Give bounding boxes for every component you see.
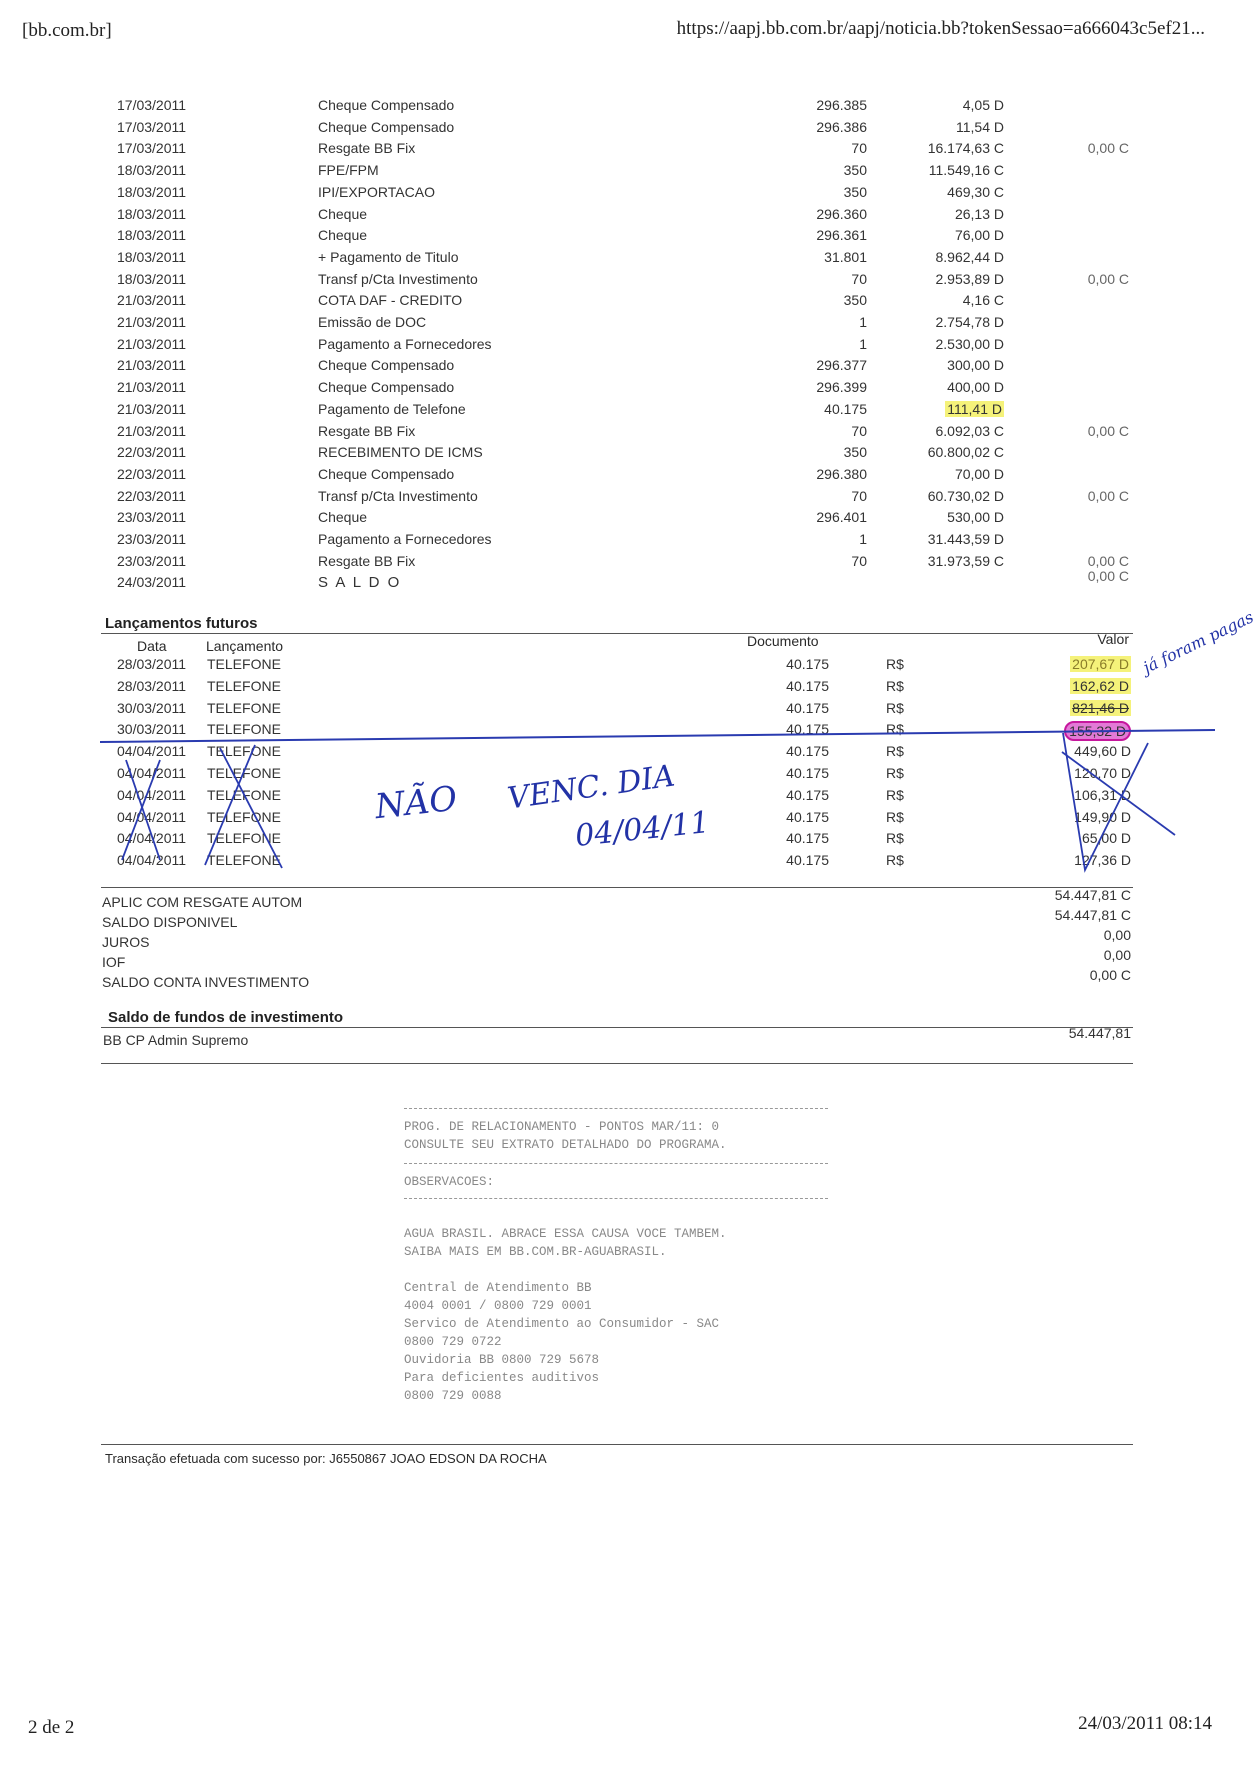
future-desc: TELEFONE bbox=[207, 699, 281, 716]
future-cur: R$ bbox=[886, 677, 904, 694]
transaction-desc: RECEBIMENTO DE ICMS bbox=[318, 444, 483, 461]
future-col-date: Data bbox=[137, 638, 167, 654]
transaction-date: 18/03/2011 bbox=[117, 162, 187, 179]
transaction-doc: 296.377 bbox=[816, 357, 867, 374]
summary-label: APLIC COM RESGATE AUTOM bbox=[102, 894, 303, 910]
future-date: 28/03/2011 bbox=[117, 656, 187, 672]
transaction-doc: 70 bbox=[851, 140, 867, 157]
transaction-desc: Pagamento a Fornecedores bbox=[318, 531, 492, 547]
funds-name: BB CP Admin Supremo bbox=[103, 1032, 249, 1048]
transaction-date: 21/03/2011 bbox=[117, 335, 187, 352]
future-value: 449,60 D bbox=[1074, 743, 1131, 760]
notes-obs: OBSERVACOES: bbox=[404, 1175, 495, 1189]
transaction-balance: 0,00 C bbox=[1087, 568, 1129, 585]
future-value: 65,00 D bbox=[1081, 830, 1131, 847]
transaction-desc: Cheque Compensado bbox=[318, 465, 455, 482]
transaction-value: 31.973,59 C bbox=[927, 552, 1004, 569]
transaction-date: 21/03/2011 bbox=[117, 314, 187, 330]
transaction-value: 8.962,44 D bbox=[935, 248, 1004, 265]
future-desc: TELEFONE bbox=[207, 808, 281, 825]
future-col-desc: Lançamento bbox=[206, 638, 284, 654]
transaction-value: 31.443,59 D bbox=[927, 531, 1004, 547]
transaction-balance: 0,00 C bbox=[1087, 552, 1129, 569]
transaction-doc: 350 bbox=[843, 444, 867, 461]
future-desc: TELEFONE bbox=[207, 743, 281, 760]
summary-label: IOF bbox=[102, 954, 126, 970]
transaction-desc: Transf p/Cta Investimento bbox=[318, 270, 478, 287]
future-value: 127,36 D bbox=[1074, 852, 1131, 869]
transaction-doc: 296.361 bbox=[816, 227, 867, 244]
future-cur: R$ bbox=[886, 699, 904, 716]
future-doc: 40.175 bbox=[786, 677, 829, 694]
future-value: 120,70 D bbox=[1074, 765, 1131, 781]
transaction-doc: 1 bbox=[859, 314, 867, 330]
future-value: 155,32 D bbox=[1064, 721, 1131, 741]
future-doc: 40.175 bbox=[786, 852, 829, 869]
header-site: [bb.com.br] bbox=[22, 20, 112, 41]
transaction-value: 111,41 D bbox=[947, 400, 1002, 417]
transaction-value: 2.530,00 D bbox=[935, 335, 1004, 352]
transaction-doc: 70 bbox=[851, 552, 867, 569]
header-url[interactable]: https://aapj.bb.com.br/aapj/noticia.bb?tokenSessao=a666043c5ef21... bbox=[676, 18, 1205, 39]
transaction-desc: FPE/FPM bbox=[318, 162, 379, 179]
notes-c2: 4004 0001 / 0800 729 0001 bbox=[404, 1299, 592, 1313]
transaction-date: 21/03/2011 bbox=[117, 292, 187, 309]
transaction-doc: 296.399 bbox=[816, 379, 867, 396]
transaction-doc: 1 bbox=[859, 335, 867, 352]
transaction-desc: COTA DAF - CREDITO bbox=[318, 292, 463, 309]
cross-value-1 bbox=[1063, 733, 1148, 870]
transaction-date: 23/03/2011 bbox=[117, 531, 187, 547]
transaction-date: 17/03/2011 bbox=[117, 140, 187, 157]
notes-line1: PROG. DE RELACIONAMENTO - PONTOS MAR/11: 0 bbox=[404, 1120, 720, 1134]
notes-c1: Central de Atendimento BB bbox=[404, 1281, 592, 1295]
transaction-desc: S A L D O bbox=[318, 574, 402, 592]
transaction-doc: 296.360 bbox=[816, 205, 867, 222]
future-cur: R$ bbox=[886, 852, 904, 869]
notes-agua1: AGUA BRASIL. ABRACE ESSA CAUSA VOCE TAMBEM. bbox=[404, 1227, 727, 1241]
future-cur: R$ bbox=[886, 808, 904, 825]
transaction-value: 530,00 D bbox=[947, 509, 1004, 526]
future-date: 04/04/2011 bbox=[117, 808, 187, 825]
transaction-note: Transação efetuada com sucesso por: J6550867 JOAO EDSON DA ROCHA bbox=[105, 1451, 547, 1466]
handwriting-side: já foram pagas bbox=[1140, 607, 1257, 678]
future-date: 30/03/2011 bbox=[117, 721, 187, 738]
future-value: 162,62 D bbox=[1072, 677, 1129, 694]
future-cur: R$ bbox=[886, 656, 904, 672]
future-date: 04/04/2011 bbox=[117, 830, 187, 847]
transaction-desc: Resgate BB Fix bbox=[318, 552, 416, 569]
transaction-date: 17/03/2011 bbox=[117, 97, 187, 113]
transaction-doc: 350 bbox=[843, 162, 867, 179]
transaction-desc: + Pagamento de Titulo bbox=[318, 248, 459, 265]
future-desc: TELEFONE bbox=[207, 765, 281, 781]
transaction-value: 70,00 D bbox=[954, 465, 1004, 482]
transaction-desc: Cheque Compensado bbox=[318, 357, 455, 374]
transaction-value: 76,00 D bbox=[954, 227, 1004, 244]
transaction-date: 17/03/2011 bbox=[117, 118, 187, 135]
transaction-value: 2.953,89 D bbox=[935, 270, 1004, 287]
transaction-doc: 350 bbox=[843, 292, 867, 309]
transaction-value: 4,16 C bbox=[962, 292, 1004, 309]
future-date: 04/04/2011 bbox=[117, 765, 187, 781]
transaction-value: 469,30 C bbox=[947, 183, 1004, 200]
future-doc: 40.175 bbox=[786, 765, 829, 781]
transaction-value: 11.549,16 C bbox=[928, 162, 1004, 179]
transaction-date: 22/03/2011 bbox=[117, 444, 187, 461]
transaction-doc: 296.380 bbox=[816, 465, 867, 482]
funds-value: 54.447,81 bbox=[1068, 1025, 1131, 1041]
future-desc: TELEFONE bbox=[207, 721, 281, 738]
transaction-date: 18/03/2011 bbox=[117, 227, 187, 244]
notes-line2: CONSULTE SEU EXTRATO DETALHADO DO PROGRAMA. bbox=[404, 1138, 727, 1152]
transaction-balance: 0,00 C bbox=[1087, 270, 1129, 287]
summary-label: SALDO CONTA INVESTIMENTO bbox=[102, 974, 310, 990]
future-value: 149,90 D bbox=[1074, 808, 1131, 825]
transaction-doc: 70 bbox=[851, 487, 867, 504]
transaction-desc: Cheque Compensado bbox=[318, 118, 455, 135]
future-title: Lançamentos futuros bbox=[105, 615, 258, 632]
cross-desc-1 bbox=[205, 745, 255, 865]
notes-c4: 0800 729 0722 bbox=[404, 1335, 502, 1349]
handwriting-main-2: VENC. DIA bbox=[505, 758, 677, 817]
strike-line bbox=[100, 730, 1215, 742]
future-doc: 40.175 bbox=[786, 808, 829, 825]
transaction-value: 2.754,78 D bbox=[935, 314, 1004, 330]
transaction-date: 18/03/2011 bbox=[117, 183, 187, 200]
transaction-date: 18/03/2011 bbox=[117, 270, 187, 287]
transaction-desc: Pagamento de Telefone bbox=[318, 400, 466, 417]
transaction-desc: Resgate BB Fix bbox=[318, 422, 416, 439]
future-doc: 40.175 bbox=[786, 743, 829, 760]
transaction-doc: 40.175 bbox=[824, 400, 867, 417]
cross-value-2 bbox=[1062, 752, 1175, 835]
transaction-doc: 70 bbox=[851, 422, 867, 439]
transaction-value: 300,00 D bbox=[947, 357, 1004, 374]
future-doc: 40.175 bbox=[786, 786, 829, 803]
transaction-desc: Emissão de DOC bbox=[318, 314, 427, 330]
future-doc: 40.175 bbox=[786, 656, 829, 672]
transaction-desc: Cheque Compensado bbox=[318, 379, 455, 396]
handwriting-main-3: 04/04/11 bbox=[573, 805, 712, 854]
funds-title: Saldo de fundos de investimento bbox=[108, 1009, 344, 1026]
transaction-doc: 296.386 bbox=[816, 118, 867, 135]
transaction-balance: 0,00 C bbox=[1087, 487, 1129, 504]
summary-value: 0,00 C bbox=[1089, 967, 1131, 983]
notes-c3: Servico de Atendimento ao Consumidor - SAC bbox=[404, 1317, 720, 1331]
future-cur: R$ bbox=[886, 743, 904, 760]
future-desc: TELEFONE bbox=[207, 830, 281, 847]
transaction-balance: 0,00 C bbox=[1087, 140, 1129, 157]
future-cur: R$ bbox=[886, 721, 904, 738]
transaction-doc: 70 bbox=[851, 270, 867, 287]
transaction-value: 6.092,03 C bbox=[935, 422, 1004, 439]
future-value: 106,31 D bbox=[1074, 786, 1131, 803]
future-desc: TELEFONE bbox=[207, 677, 281, 694]
transaction-date: 22/03/2011 bbox=[117, 487, 187, 504]
future-date: 04/04/2011 bbox=[117, 852, 187, 869]
transaction-value: 60.730,02 D bbox=[927, 487, 1004, 504]
summary-label: JUROS bbox=[102, 934, 150, 950]
transaction-desc: Cheque bbox=[318, 205, 368, 222]
summary-value: 0,00 bbox=[1103, 927, 1131, 943]
transaction-desc: Cheque bbox=[318, 509, 368, 526]
transaction-date: 21/03/2011 bbox=[117, 422, 187, 439]
notes-c6: Para deficientes auditivos bbox=[404, 1371, 600, 1385]
transaction-doc: 31.801 bbox=[824, 248, 867, 265]
future-desc: TELEFONE bbox=[207, 852, 281, 869]
transaction-date: 18/03/2011 bbox=[117, 205, 187, 222]
future-col-value: Valor bbox=[1097, 631, 1129, 647]
future-cur: R$ bbox=[886, 786, 904, 803]
transaction-desc: Transf p/Cta Investimento bbox=[318, 487, 478, 504]
transaction-doc: 1 bbox=[859, 531, 867, 547]
transaction-date: 18/03/2011 bbox=[117, 248, 187, 265]
future-desc: TELEFONE bbox=[207, 656, 281, 672]
future-doc: 40.175 bbox=[786, 721, 829, 738]
transaction-date: 23/03/2011 bbox=[117, 509, 187, 526]
future-date: 04/04/2011 bbox=[117, 786, 187, 803]
handwriting-main-1: NÃO bbox=[373, 778, 460, 828]
transaction-date: 21/03/2011 bbox=[117, 400, 187, 417]
future-cur: R$ bbox=[886, 830, 904, 847]
transaction-desc: Pagamento a Fornecedores bbox=[318, 335, 492, 352]
transaction-value: 26,13 D bbox=[954, 205, 1004, 222]
transaction-date: 21/03/2011 bbox=[117, 379, 187, 396]
future-date: 28/03/2011 bbox=[117, 677, 187, 694]
notes-c5: Ouvidoria BB 0800 729 5678 bbox=[404, 1353, 600, 1367]
transaction-value: 400,00 D bbox=[947, 379, 1004, 396]
future-doc: 40.175 bbox=[786, 699, 829, 716]
notes-agua2: SAIBA MAIS EM BB.COM.BR-AGUABRASIL. bbox=[404, 1245, 667, 1259]
footer-datetime: 24/03/2011 08:14 bbox=[1078, 1713, 1212, 1734]
future-doc: 40.175 bbox=[786, 830, 829, 847]
future-date: 30/03/2011 bbox=[117, 699, 187, 716]
transaction-doc: 296.385 bbox=[816, 97, 867, 113]
transaction-date: 22/03/2011 bbox=[117, 465, 187, 482]
transaction-date: 23/03/2011 bbox=[117, 552, 187, 569]
transaction-desc: Cheque bbox=[318, 227, 368, 244]
transaction-value: 16.174,63 C bbox=[927, 140, 1004, 157]
transaction-date: 21/03/2011 bbox=[117, 357, 187, 374]
future-value: 207,67 D bbox=[1072, 656, 1129, 672]
transaction-doc: 296.401 bbox=[816, 509, 867, 526]
transaction-doc: 350 bbox=[843, 183, 867, 200]
future-col-doc: Documento bbox=[747, 633, 819, 649]
summary-value: 54.447,81 C bbox=[1054, 887, 1131, 903]
transaction-desc: Cheque Compensado bbox=[318, 97, 455, 113]
transaction-value: 60.800,02 C bbox=[927, 444, 1004, 461]
transaction-value: 11,54 D bbox=[956, 118, 1004, 135]
future-value: 821,46 D bbox=[1072, 699, 1129, 716]
future-cur: R$ bbox=[886, 765, 904, 781]
summary-label: SALDO DISPONIVEL bbox=[102, 914, 238, 930]
future-date: 04/04/2011 bbox=[117, 743, 187, 760]
transaction-date: 24/03/2011 bbox=[117, 574, 187, 591]
transaction-balance: 0,00 C bbox=[1087, 422, 1129, 439]
summary-value: 54.447,81 C bbox=[1054, 907, 1131, 923]
summary-value: 0,00 bbox=[1103, 947, 1131, 963]
transaction-value: 4,05 D bbox=[962, 97, 1004, 113]
future-desc: TELEFONE bbox=[207, 786, 281, 803]
notes-c7: 0800 729 0088 bbox=[404, 1389, 502, 1403]
transaction-desc: IPI/EXPORTACAO bbox=[318, 183, 435, 200]
footer-page: 2 de 2 bbox=[28, 1717, 75, 1738]
transaction-desc: Resgate BB Fix bbox=[318, 140, 416, 157]
